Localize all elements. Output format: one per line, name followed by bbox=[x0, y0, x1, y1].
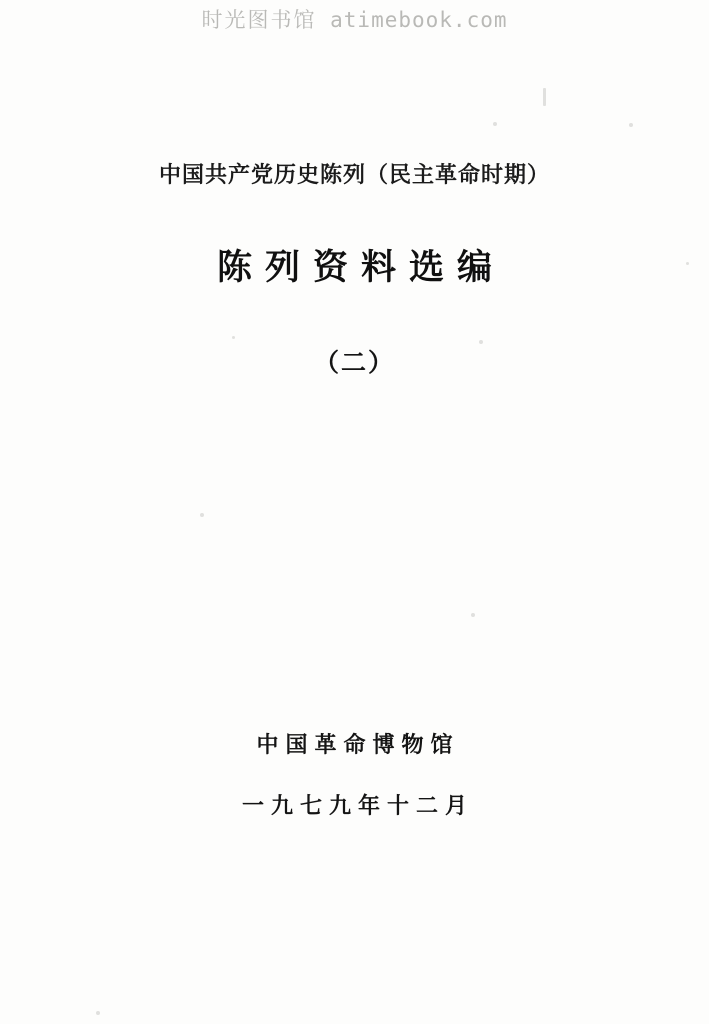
paper-speck bbox=[629, 123, 633, 127]
publication-date: 一九七九年十二月 bbox=[241, 794, 474, 819]
page-title: 陈列资料选编 bbox=[216, 248, 505, 288]
paper-speck bbox=[200, 513, 204, 517]
watermark-chinese-text: 时光图书馆 bbox=[201, 8, 317, 32]
paper-speck bbox=[471, 613, 475, 617]
volume-number: （二） bbox=[313, 348, 395, 377]
paper-speck bbox=[232, 336, 235, 339]
site-watermark bbox=[0, 4, 709, 34]
watermark-latin-text: atimebook.com bbox=[330, 8, 508, 32]
paper-speck bbox=[543, 88, 546, 106]
paper-speck bbox=[96, 1011, 100, 1015]
publisher-name: 中国革命博物馆 bbox=[256, 733, 460, 758]
series-title: 中国共产党历史陈列（民主革命时期） bbox=[158, 163, 550, 188]
paper-speck bbox=[493, 122, 497, 126]
